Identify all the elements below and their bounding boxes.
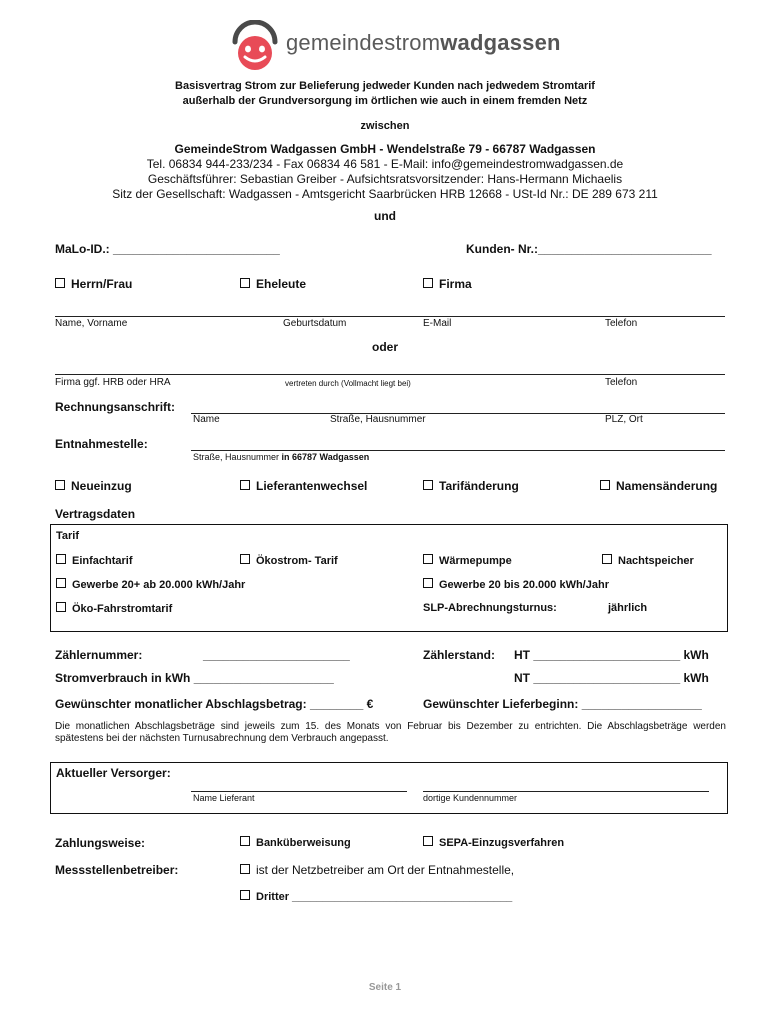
logo-text-bold: wadgassen — [440, 30, 561, 55]
checkbox-sepa[interactable]: SEPA-Einzugsverfahren — [423, 836, 564, 849]
label-telefon-2: Telefon — [605, 377, 638, 388]
checkbox-gewerbe-bis[interactable]: Gewerbe 20 bis 20.000 kWh/Jahr — [423, 578, 609, 591]
msb-label: Messstellenbetreiber: — [55, 863, 179, 877]
oder-text: oder — [371, 340, 398, 354]
checkbox-herr-frau[interactable]: Herrn/Frau — [55, 277, 132, 291]
zwischen-text: zwischen — [360, 120, 410, 132]
checkbox-icon — [56, 578, 66, 588]
checkbox-tarifaenderung[interactable]: Tarifänderung — [423, 479, 519, 493]
logo — [230, 20, 560, 70]
meter-nt-field[interactable]: NT ______________________ kWh — [514, 671, 709, 685]
label-geburtsdatum: Geburtsdatum — [283, 318, 347, 329]
checkbox-icon — [600, 480, 610, 490]
label-name-vorname: Name, Vorname — [55, 318, 128, 329]
checkbox-icon — [55, 480, 65, 490]
checkbox-icon — [56, 554, 66, 564]
label-email: E-Mail — [423, 318, 452, 329]
abschlag-field[interactable]: Gewünschter monatlicher Abschlagsbetrag: ________ € — [55, 697, 374, 711]
checkbox-icon — [240, 890, 250, 900]
company-line-field[interactable] — [55, 374, 725, 375]
und-text: und — [374, 209, 396, 223]
payment-label: Zahlungsweise: — [55, 836, 146, 850]
meter-number-label: Zählernummer: — [55, 648, 143, 662]
logo-smiley-icon — [230, 20, 280, 70]
label-billing-name: Name — [193, 414, 220, 425]
checkbox-nachtspeicher[interactable]: Nachtspeicher — [602, 554, 694, 567]
title-line-2: außerhalb der Grundversorgung im örtlichen wie auch in einem fremden Netz — [182, 95, 588, 107]
seat-line: Sitz der Gesellschaft: Wadgassen - Amtsgericht Saarbrücken HRB 12668 - USt-Id Nr.: DE 289 673 211 — [112, 187, 658, 201]
checkbox-icon — [56, 602, 66, 612]
checkbox-icon — [240, 864, 250, 874]
malo-id-field[interactable]: MaLo-ID.: _________________________ — [55, 242, 280, 256]
title-line-1: Basisvertrag Strom zur Belieferung jedweder Kunden nach jedwedem Stromtarif — [175, 80, 595, 92]
checkbox-icon — [423, 578, 433, 588]
tarif-label: Tarif — [56, 530, 80, 542]
company-line: GemeindeStrom Wadgassen GmbH - Wendelstraße 79 - 66787 Wadgassen — [174, 142, 596, 156]
checkbox-einfachtarif[interactable]: Einfachtarif — [56, 554, 133, 567]
checkbox-icon — [240, 480, 250, 490]
label-billing-zip: PLZ, Ort — [605, 414, 643, 425]
checkbox-namensaenderung[interactable]: Namensänderung — [600, 479, 717, 493]
vertragsdaten-heading: Vertragsdaten — [55, 507, 136, 521]
label-vertreten: vertreten durch (Vollmacht liegt bei) — [285, 379, 411, 388]
label-delivery-sub: Straße, Hausnummer in 66787 Wadgassen — [193, 452, 370, 462]
management-line: Geschäftsführer: Sebastian Greiber - Aufsichtsratsvorsitzender: Hans-Hermann Michaelis — [147, 172, 623, 186]
checkbox-oeko-fahrstrom[interactable]: Öko-Fahrstromtarif — [56, 602, 172, 615]
slp-value: jährlich — [608, 602, 648, 614]
checkbox-icon — [423, 836, 433, 846]
checkbox-firma[interactable]: Firma — [423, 277, 472, 291]
label-firma-hrb: Firma ggf. HRB oder HRA — [55, 377, 171, 388]
billing-line[interactable] — [191, 413, 725, 414]
consumption-field[interactable]: Stromverbrauch in kWh _____________________ — [55, 671, 334, 685]
contact-line: Tel. 06834 944-233/234 - Fax 06834 46 581 - E-Mail: info@gemeindestromwadgassen.de — [146, 157, 624, 171]
checkbox-netzbetreiber[interactable]: ist der Netzbetreiber am Ort der Entnahmestelle, — [240, 863, 514, 877]
page-number: Seite 1 — [368, 982, 402, 993]
checkbox-lieferantenwechsel[interactable]: Lieferantenwechsel — [240, 479, 367, 493]
checkbox-oekostrom[interactable]: Ökostrom- Tarif — [240, 554, 338, 567]
supplier-label: Aktueller Versorger: — [56, 766, 171, 780]
person-line[interactable] — [55, 316, 725, 317]
checkbox-icon — [423, 480, 433, 490]
checkbox-icon — [240, 278, 250, 288]
checkbox-dritter[interactable]: Dritter ____________________________________ — [240, 890, 512, 903]
checkbox-neueinzug[interactable]: Neueinzug — [55, 479, 132, 493]
delivery-line[interactable] — [191, 450, 725, 451]
label-billing-street: Straße, Hausnummer — [330, 414, 426, 425]
checkbox-icon — [240, 554, 250, 564]
checkbox-icon — [240, 836, 250, 846]
meter-number-field[interactable]: ______________________ — [203, 648, 350, 662]
lieferbeginn-field[interactable]: Gewünschter Lieferbeginn: __________________ — [423, 697, 702, 711]
kunden-nr-field[interactable]: Kunden- Nr.:__________________________ — [466, 242, 712, 256]
logo-text-light: gemeindestrom — [286, 30, 441, 55]
label-supplier-number: dortige Kundennummer — [423, 793, 518, 803]
billing-label: Rechnungsanschrift: — [55, 400, 176, 414]
meter-ht-field[interactable]: HT ______________________ kWh — [514, 648, 709, 662]
slp-label: SLP-Abrechnungsturnus: — [423, 602, 557, 614]
checkbox-gewerbe20[interactable]: Gewerbe 20+ ab 20.000 kWh/Jahr — [56, 578, 245, 591]
abschlag-notice: Die monatlichen Abschlagsbeträge sind jeweils zum 15. des Monats von Februar bis Dezember zu entrichten. Die Abschlagsbeträge werden spätestens bei der nächsten Turnusabrechnung dem Verbrauch angepasst. — [55, 721, 726, 744]
checkbox-icon — [423, 278, 433, 288]
label-telefon: Telefon — [605, 318, 638, 329]
checkbox-bankueberweisung[interactable]: Banküberweisung — [240, 836, 351, 849]
supplier-number-line[interactable] — [423, 791, 709, 792]
checkbox-eheleute[interactable]: Eheleute — [240, 277, 306, 291]
checkbox-icon — [55, 278, 65, 288]
checkbox-icon — [423, 554, 433, 564]
meter-reading-label: Zählerstand: — [423, 648, 496, 662]
delivery-label: Entnahmestelle: — [55, 437, 148, 451]
checkbox-waermepumpe[interactable]: Wärmepumpe — [423, 554, 512, 567]
label-supplier-name: Name Lieferant — [193, 793, 255, 803]
supplier-name-line[interactable] — [191, 791, 407, 792]
checkbox-icon — [602, 554, 612, 564]
